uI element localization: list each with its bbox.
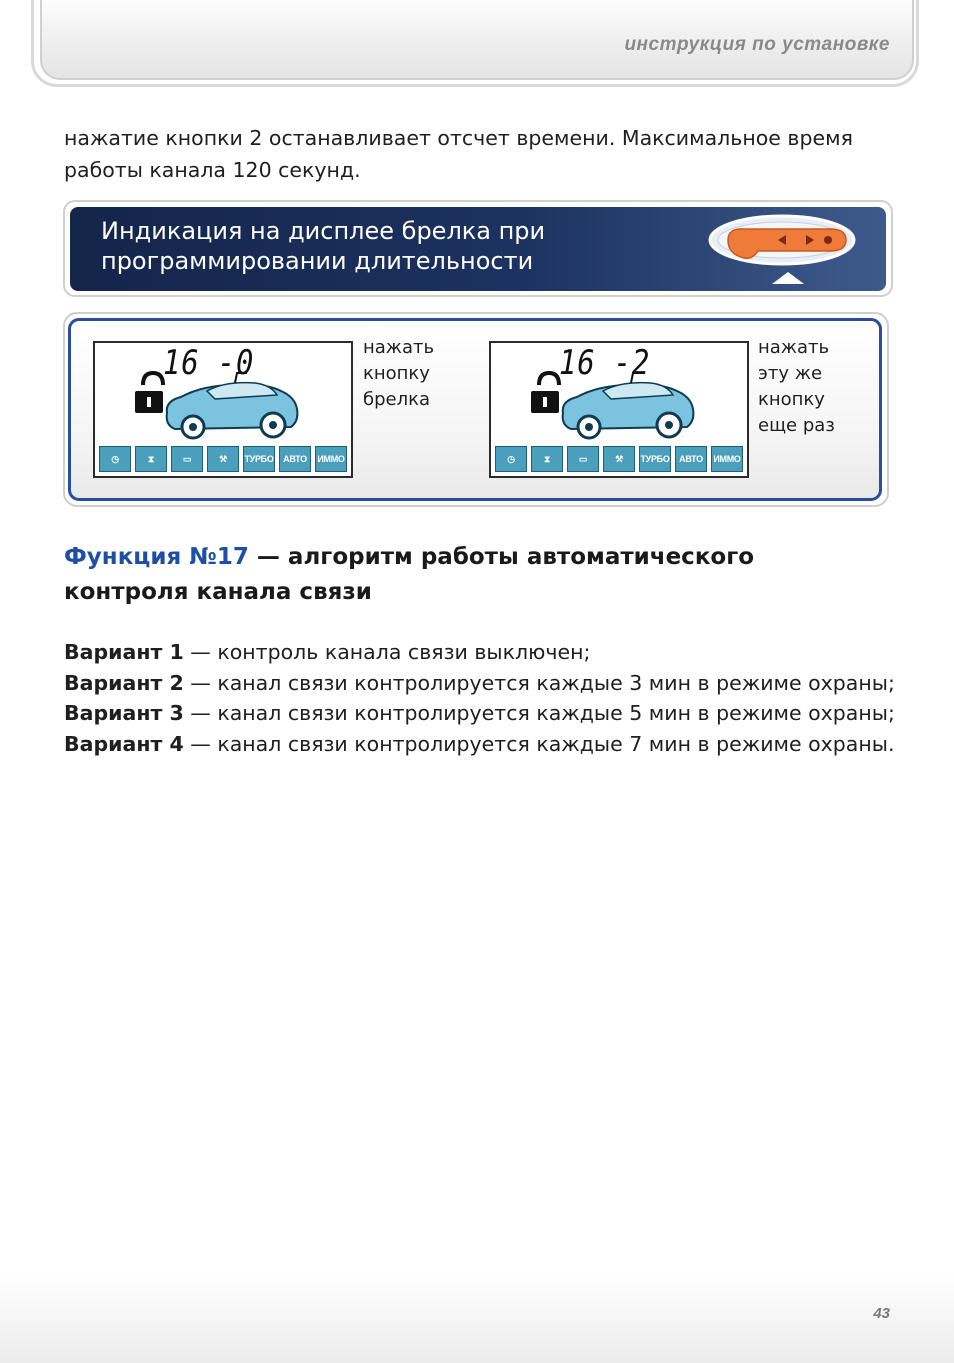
clock-icon: ◷ (495, 446, 527, 472)
hourglass-icon: ⧗ (531, 446, 563, 472)
thermometer-icon: ▭ (567, 446, 599, 472)
turbo-indicator: ТУРБО (639, 446, 671, 472)
lcd-digits: 16 -2 (559, 343, 651, 383)
wrench-icon: ⚒ (603, 446, 635, 472)
display-note: нажать кнопку брелка (363, 337, 435, 410)
car-icon (167, 373, 298, 438)
variants-list (64, 637, 904, 759)
banner-title: Индикация на дисплее брелка при программировании длительности (101, 217, 546, 275)
footer-band (0, 1272, 954, 1363)
turbo-indicator: ТУРБО (243, 446, 275, 472)
lcd-icon-strip (495, 446, 743, 472)
car-icon (563, 373, 694, 438)
fob-lcd-display (93, 341, 353, 478)
function-number: Функция №17 (64, 544, 249, 570)
wrench-icon: ⚒ (207, 446, 239, 472)
auto-indicator: АВТО (279, 446, 311, 472)
header-title: инструкция по установке (624, 34, 890, 55)
lock-icon (531, 373, 559, 413)
lock-icon (135, 373, 163, 413)
page-number: 43 (873, 1305, 890, 1322)
intro-paragraph: нажатие кнопки 2 останавливает отсчет времени. Максимальное время работы канала 120 секунд. (64, 126, 853, 182)
immo-indicator: ИММО (711, 446, 743, 472)
fob-lcd-display (489, 341, 749, 478)
variant-item: Вариант 1 — контроль канала связи выключен; (64, 640, 591, 664)
variant-item: Вариант 3 — канал связи контролируется каждые 5 мин в режиме охраны; (64, 701, 895, 725)
variant-item: Вариант 4 — канал связи контролируется каждые 7 мин в режиме охраны. (64, 731, 895, 756)
variant-item: Вариант 2 — канал связи контролируется каждые 3 мин в режиме охраны; (64, 670, 895, 695)
clock-icon: ◷ (99, 446, 131, 472)
display-note: нажать эту же кнопку еще раз (758, 337, 835, 436)
key-fob-icon (706, 212, 866, 286)
function-heading: Функция №17 — алгоритм работы автоматического контроля канала связи (64, 544, 755, 605)
immo-indicator: ИММО (315, 446, 347, 472)
hourglass-icon: ⧗ (135, 446, 167, 472)
lcd-digits: 16 -0 (163, 343, 255, 383)
lcd-icon-strip (99, 446, 347, 472)
auto-indicator: АВТО (675, 446, 707, 472)
thermometer-icon: ▭ (171, 446, 203, 472)
